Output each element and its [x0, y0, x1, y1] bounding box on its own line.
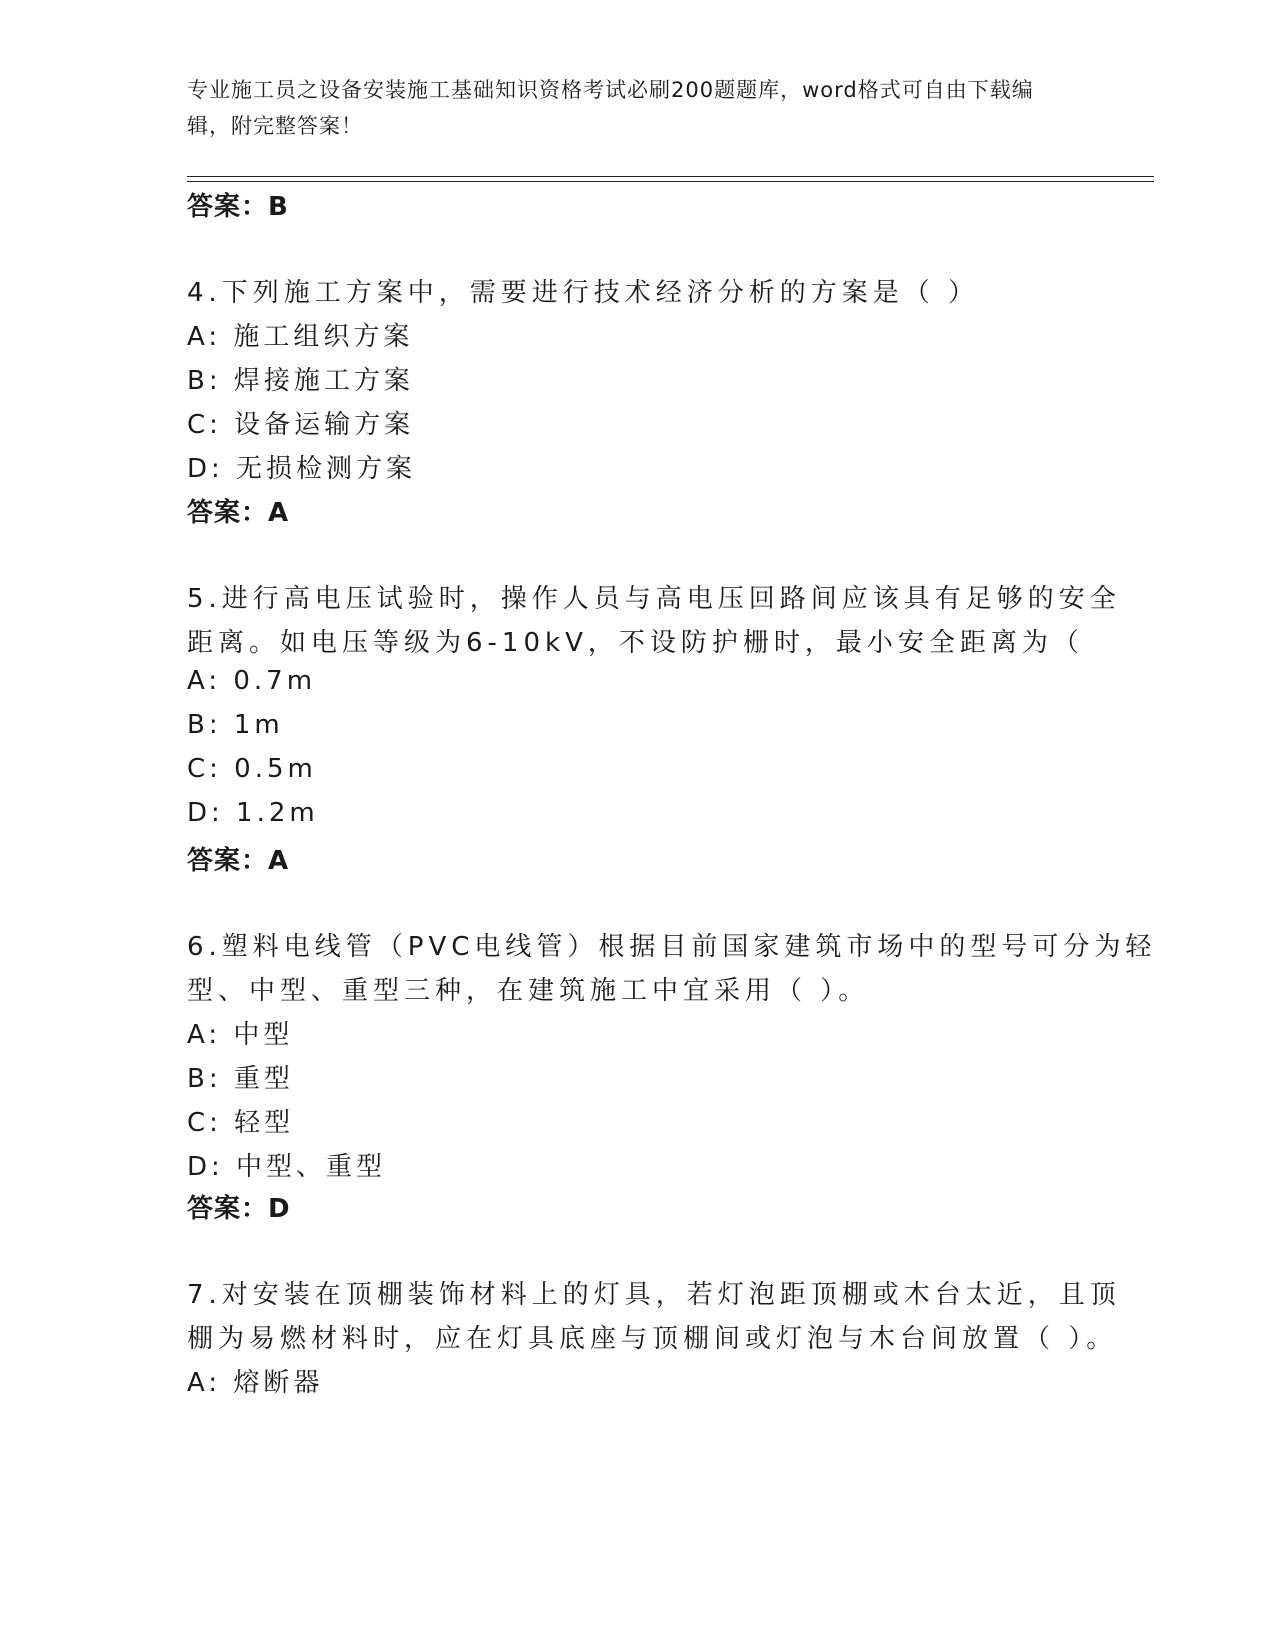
question-5-option-c: C: 0.5m — [187, 754, 317, 784]
question-6-option-a: A: 中型 — [187, 1020, 294, 1050]
question-4-option-d: D: 无损检测方案 — [187, 454, 417, 484]
question-4-option-b: B: 焊接施工方案 — [187, 366, 414, 396]
question-6-option-b: B: 重型 — [187, 1064, 294, 1094]
question-4-option-c: C: 设备运输方案 — [187, 410, 415, 440]
question-5-text-line-2: 距离。如电压等级为6-10kV，不设防护栅时，最小安全距离为（ — [187, 628, 1084, 658]
question-4-option-a: A: 施工组织方案 — [187, 322, 414, 352]
question-6-text-line-1: 6.塑料电线管（PVC电线管）根据目前国家建筑市场中的型号可分为轻 — [187, 932, 1157, 962]
question-4-text: 4.下列施工方案中，需要进行技术经济分析的方案是（ ） — [187, 278, 980, 308]
question-6-answer: 答案：D — [187, 1194, 291, 1224]
question-5-answer: 答案：A — [187, 846, 290, 876]
question-5-option-b: B: 1m — [187, 710, 284, 740]
answer-prev: 答案：B — [187, 192, 289, 222]
question-6-text-line-2: 型、中型、重型三种，在建筑施工中宜采用（ ）。 — [187, 976, 870, 1006]
header-rule-top — [187, 176, 1154, 177]
question-4-answer: 答案：A — [187, 498, 290, 528]
question-5-option-a: A: 0.7m — [187, 666, 317, 696]
question-5-text-line-1: 5.进行高电压试验时，操作人员与高电压回路间应该具有足够的安全 — [187, 584, 1121, 614]
question-7-text-line-1: 7.对安装在顶棚装饰材料上的灯具，若灯泡距顶棚或木台太近，且顶 — [187, 1280, 1121, 1310]
question-6-option-c: C: 轻型 — [187, 1108, 295, 1138]
question-5-option-d: D: 1.2m — [187, 798, 319, 828]
question-6-option-d: D: 中型、重型 — [187, 1152, 387, 1182]
document-header: 专业施工员之设备安装施工基础知识资格考试必刷200题题库，word格式可自由下载编辑，附完整答案！ — [187, 78, 1034, 138]
question-7-text-line-2: 棚为易燃材料时，应在灯具底座与顶棚间或灯泡与木台间放置（ ）。 — [187, 1324, 1118, 1354]
question-7-option-a: A: 熔断器 — [187, 1368, 324, 1398]
header-rule-bottom — [187, 181, 1154, 182]
